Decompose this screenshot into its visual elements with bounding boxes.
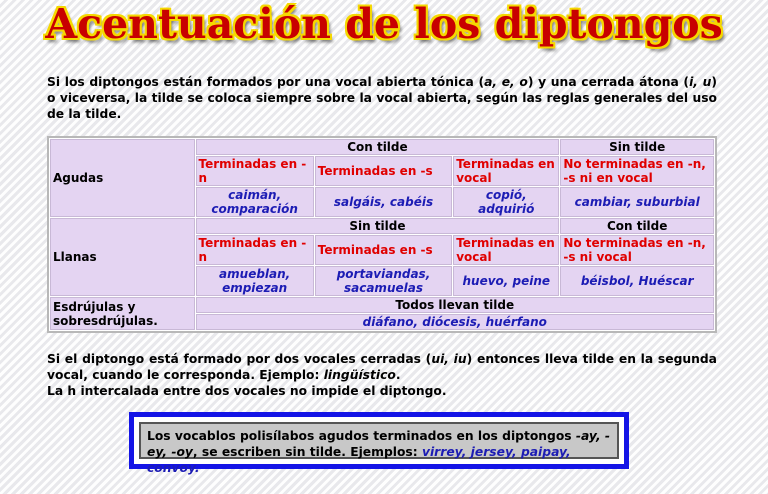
category-cell: Terminadas en vocal bbox=[453, 235, 559, 265]
row-header-esdrujulas: Esdrújulas y sobresdrújulas. bbox=[50, 297, 195, 330]
note-diphthongs: -ay, -ey, -oy bbox=[147, 429, 611, 459]
paragraph-text: Si el diptongo está formado por dos vocales cerradas ( bbox=[47, 352, 432, 366]
closed-vowels: ui, iu bbox=[431, 352, 467, 366]
example-cell: caimán, comparación bbox=[196, 187, 314, 217]
category-cell: Terminadas en -s bbox=[315, 156, 452, 186]
paragraph-text: ) entonces lleva tilde en la segunda vocal, cuando le corresponda. Ejemplo: bbox=[47, 352, 717, 382]
header-todos-llevan-tilde: Todos llevan tilde bbox=[196, 297, 714, 313]
example-cell: cambiar, suburbial bbox=[560, 187, 714, 217]
intro-paragraph bbox=[47, 74, 717, 122]
paragraph-text: . bbox=[395, 368, 401, 382]
intro-open-vowels: a, e, o bbox=[484, 75, 528, 89]
category-cell: Terminadas en -n bbox=[196, 156, 314, 186]
note-examples: virrey, jersey, paipay, convoy. bbox=[147, 445, 571, 475]
header-con-tilde: Con tilde bbox=[560, 218, 714, 234]
intro-text: ) y una cerrada átona ( bbox=[527, 75, 690, 89]
intro-text: ) o viceversa, la tilde se coloca siempre sobre la vocal abierta, según las reglas generales del uso de la tilde. bbox=[47, 75, 717, 121]
row-header-agudas: Agudas bbox=[50, 139, 195, 217]
example-cell: diáfano, diócesis, huérfano bbox=[196, 314, 714, 330]
example-cell: amueblan, empiezan bbox=[196, 266, 314, 296]
note-text-part: , se escriben sin tilde. Ejemplos: bbox=[192, 445, 422, 459]
example-word: lingüístico bbox=[323, 368, 396, 382]
header-sin-tilde: Sin tilde bbox=[196, 218, 560, 234]
row-header-llanas: Llanas bbox=[50, 218, 195, 296]
page-title: Acentuación de los diptongos bbox=[45, 0, 723, 48]
intro-text: Si los diptongos están formados por una vocal abierta tónica ( bbox=[47, 75, 485, 89]
example-cell: copió, adquirió bbox=[453, 187, 559, 217]
example-cell: béisbol, Huéscar bbox=[560, 266, 714, 296]
example-cell: huevo, peine bbox=[453, 266, 559, 296]
accent-rules-table bbox=[47, 136, 717, 333]
note-text-part: Los vocablos polisílabos agudos terminados en los diptongos bbox=[147, 429, 576, 443]
note-text bbox=[139, 422, 619, 475]
example-cell: portaviandas, sacamuelas bbox=[315, 266, 452, 296]
closed-vowels-paragraph bbox=[47, 351, 717, 399]
intro-closed-vowels: i, u bbox=[689, 75, 712, 89]
header-con-tilde: Con tilde bbox=[196, 139, 560, 155]
h-rule-text: La h intercalada entre dos vocales no impide el diptongo. bbox=[47, 384, 447, 398]
category-cell: No terminadas en -n, -s ni en vocal bbox=[560, 156, 714, 186]
category-cell: Terminadas en vocal bbox=[453, 156, 559, 186]
category-cell: No terminadas en -n, -s ni vocal bbox=[560, 235, 714, 265]
category-cell: Terminadas en -s bbox=[315, 235, 452, 265]
category-cell: Terminadas en -n bbox=[196, 235, 314, 265]
example-cell: salgáis, cabéis bbox=[315, 187, 452, 217]
header-sin-tilde: Sin tilde bbox=[560, 139, 714, 155]
note-box bbox=[129, 412, 629, 475]
